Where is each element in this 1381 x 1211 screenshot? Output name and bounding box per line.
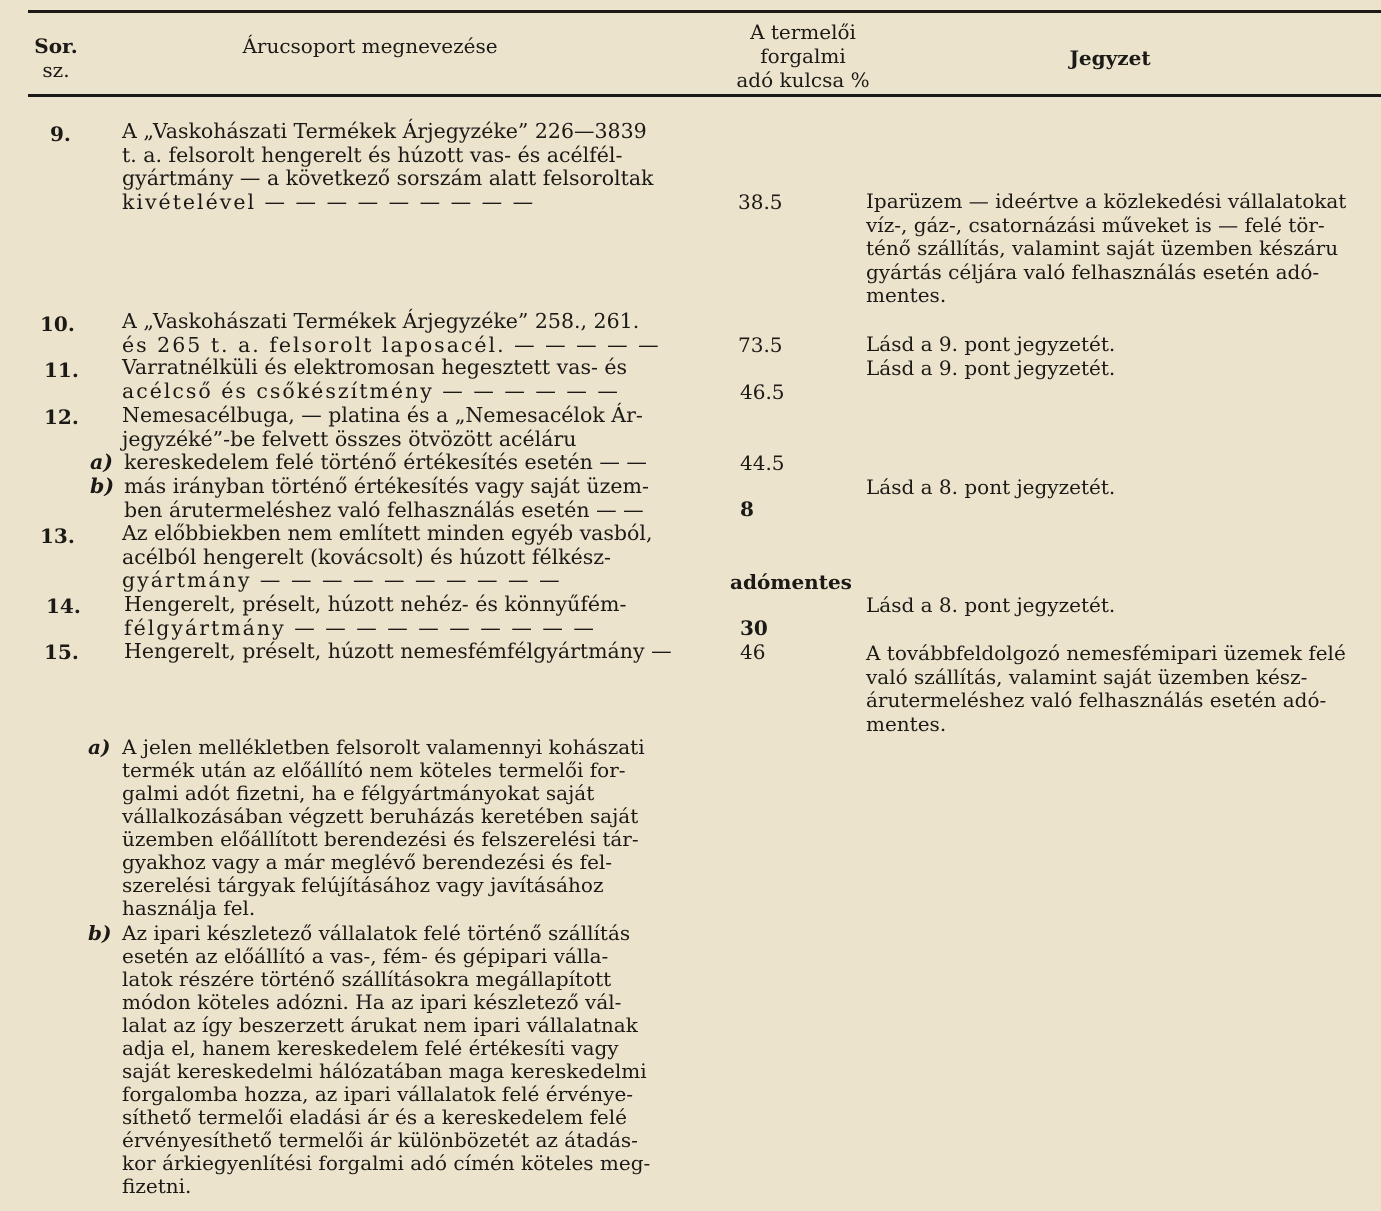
row-description bbox=[122, 120, 653, 214]
row-number: 14. bbox=[46, 594, 81, 618]
note-line: való szállítás, valamint saját üzemben kész- bbox=[866, 664, 1308, 689]
row-rate: 73.5 bbox=[738, 333, 783, 357]
sub-item-description bbox=[124, 475, 649, 522]
desc-line: kereskedelem felé történő értékesítés esetén — — bbox=[124, 450, 647, 474]
desc-line: más irányban történő értékesítés vagy saját üzem- bbox=[124, 474, 649, 498]
header-bottom-rule bbox=[28, 94, 1381, 97]
note-line: mentes. bbox=[866, 283, 947, 307]
row-note bbox=[866, 642, 1346, 736]
footnote-line: esetén az előállító a vas-, fém- és gépipari válla- bbox=[122, 944, 609, 968]
header-col-number-line1: Sor. bbox=[34, 34, 78, 58]
row-rate: 46 bbox=[740, 640, 766, 664]
footnote-line: A jelen mellékletben felsorolt valamennyi kohászati bbox=[122, 735, 645, 759]
header-col-rate-line3: adó kulcsa % bbox=[736, 68, 870, 92]
footnote-line: üzemben előállított berendezési és felszerelési tár- bbox=[122, 827, 639, 851]
footnote-text bbox=[122, 736, 645, 920]
row-number: 10. bbox=[40, 312, 75, 336]
footnote-line: vállalkozásában végzett beruházás keretében saját bbox=[122, 804, 639, 828]
note-line: Lásd a 9. pont jegyzetét. bbox=[866, 356, 1116, 380]
footnote-line: forgalomba hozza, az ipari vállalatok felé érvénye- bbox=[122, 1082, 634, 1106]
note-line: Lásd a 9. pont jegyzetét. bbox=[866, 332, 1116, 356]
footnote-line: adja el, hanem kereskedelem felé értékesíti vagy bbox=[122, 1036, 619, 1060]
sub-item-label: b) bbox=[90, 474, 115, 498]
row-note bbox=[866, 476, 1115, 500]
footnote-line: lalat az így beszerzett árukat nem ipari vállalatnak bbox=[122, 1013, 638, 1037]
desc-line: A „Vaskohászati Termékek Árjegyzéke” 258., 261. bbox=[122, 309, 640, 333]
note-line: mentes. bbox=[866, 711, 947, 736]
note-line: ténő szállítás, valamint saját üzemben készáru bbox=[866, 236, 1339, 260]
row-note bbox=[866, 357, 1115, 381]
top-rule bbox=[28, 10, 1381, 13]
footnote-line: szerelési tárgyak felújításához vagy javításához bbox=[122, 873, 604, 897]
footnote-label: a) bbox=[88, 735, 111, 759]
row-description bbox=[122, 404, 643, 451]
desc-line: jegyzéké”-be felvett összes ötvözött acéláru bbox=[122, 426, 577, 451]
header-col-number-line2: sz. bbox=[42, 58, 70, 82]
header-col-number bbox=[28, 34, 84, 82]
note-line: víz-, gáz-, csatornázási műveket is — felé tör- bbox=[866, 212, 1325, 237]
desc-line: acélból hengerelt (kovácsolt) és húzott félkész- bbox=[122, 544, 611, 569]
footnote-line: Az ipari készletező vállalatok felé történő szállítás bbox=[122, 921, 631, 945]
row-note bbox=[866, 594, 1115, 618]
desc-line: ben árutermeléshez való felhasználás esetén — — bbox=[124, 497, 644, 522]
row-rate: 8 bbox=[740, 497, 754, 521]
footnote-line: latok részére történő szállításokra megállapított bbox=[122, 967, 612, 991]
row-number: 11. bbox=[44, 358, 79, 382]
row-rate: 38.5 bbox=[738, 190, 783, 214]
row-description bbox=[122, 356, 627, 403]
row-rate: 30 bbox=[740, 616, 768, 640]
row-description bbox=[124, 593, 626, 640]
row-description bbox=[122, 310, 661, 357]
desc-line: A „Vaskohászati Termékek Árjegyzéke” 226—3839 bbox=[122, 119, 647, 143]
header-col-rate bbox=[718, 20, 888, 92]
row-rate: 44.5 bbox=[740, 451, 785, 475]
note-line: A továbbfeldolgozó nemesfémipari üzemek felé bbox=[866, 641, 1346, 665]
header-col-name: Árucsoport megnevezése bbox=[242, 34, 498, 58]
footnote-line: síthető termelői eladási ár és a kereskedelem felé bbox=[122, 1105, 627, 1129]
note-line: árutermeléshez való felhasználás esetén adó- bbox=[866, 688, 1327, 712]
row-description bbox=[122, 522, 652, 593]
row-note bbox=[866, 333, 1115, 357]
footnote-label: b) bbox=[88, 921, 112, 945]
desc-line: gyártmány — a következő sorszám alatt felsoroltak bbox=[122, 166, 654, 190]
desc-line: acélcső és csőkészítmény — — — — — — bbox=[122, 378, 620, 403]
footnote-line: fizetni. bbox=[122, 1174, 192, 1198]
row-number: 9. bbox=[50, 122, 71, 146]
row-description bbox=[124, 640, 672, 664]
desc-line: gyártmány — — — — — — — — — — bbox=[122, 568, 562, 592]
desc-line: Az előbbiekben nem említett minden egyéb vasból, bbox=[122, 521, 653, 545]
row-rate: adómentes bbox=[730, 570, 852, 594]
desc-line: és 265 t. a. felsorolt laposacél. — — — — — bbox=[122, 332, 661, 357]
row-number: 13. bbox=[40, 524, 75, 548]
footnote-line: saját kereskedelmi hálózatában maga kereskedelmi bbox=[122, 1059, 647, 1083]
note-line: gyártás céljára való felhasználás esetén adó- bbox=[866, 259, 1320, 284]
header-col-rate-line1: A termelői bbox=[750, 20, 856, 44]
footnote-line: módon köteles adózni. Ha az ipari készletező vál- bbox=[122, 990, 622, 1014]
note-line: Lásd a 8. pont jegyzetét. bbox=[866, 475, 1116, 499]
desc-line: félgyártmány — — — — — — — — — — bbox=[124, 615, 596, 640]
header-col-rate-line2: forgalmi bbox=[760, 44, 846, 68]
desc-line: Hengerelt, préselt, húzott nemesfémfélgyártmány — bbox=[124, 639, 672, 663]
footnote-line: termék után az előállító nem köteles termelői for- bbox=[122, 758, 626, 782]
desc-line: t. a. felsorolt hengerelt és húzott vas- és acélfél- bbox=[122, 142, 623, 167]
footnote-line: galmi adót fizetni, ha e félgyártmányokat saját bbox=[122, 781, 595, 805]
row-number: 12. bbox=[44, 405, 79, 429]
footnote-line: gyakhoz vagy a már meglévő berendezési és fel- bbox=[122, 850, 613, 874]
footnote-line: használja fel. bbox=[122, 896, 256, 920]
note-line: Lásd a 8. pont jegyzetét. bbox=[866, 593, 1116, 617]
desc-line: kivételével — — — — — — — — — bbox=[122, 189, 536, 214]
footnote-text bbox=[122, 922, 650, 1198]
row-rate: 46.5 bbox=[740, 380, 785, 404]
sub-item-label: a) bbox=[90, 450, 113, 474]
desc-line: Varratnélküli és elektromosan hegesztett vas- és bbox=[122, 355, 628, 379]
sub-item-description bbox=[124, 451, 647, 475]
note-line: Iparüzem — ideértve a közlekedési vállalatokat bbox=[866, 189, 1347, 213]
desc-line: Nemesacélbuga, — platina és a „Nemesacélok Ár- bbox=[122, 403, 643, 427]
footnote-line: kor árkiegyenlítési forgalmi adó címén köteles meg- bbox=[122, 1151, 651, 1175]
row-number: 15. bbox=[44, 640, 79, 664]
header-col-note: Jegyzet bbox=[1069, 46, 1151, 70]
desc-line: Hengerelt, préselt, húzott nehéz- és könnyűfém- bbox=[124, 592, 627, 616]
footnote-line: érvényesíthető termelői ár különbözetét az átadás- bbox=[122, 1128, 638, 1152]
row-note bbox=[866, 190, 1346, 308]
